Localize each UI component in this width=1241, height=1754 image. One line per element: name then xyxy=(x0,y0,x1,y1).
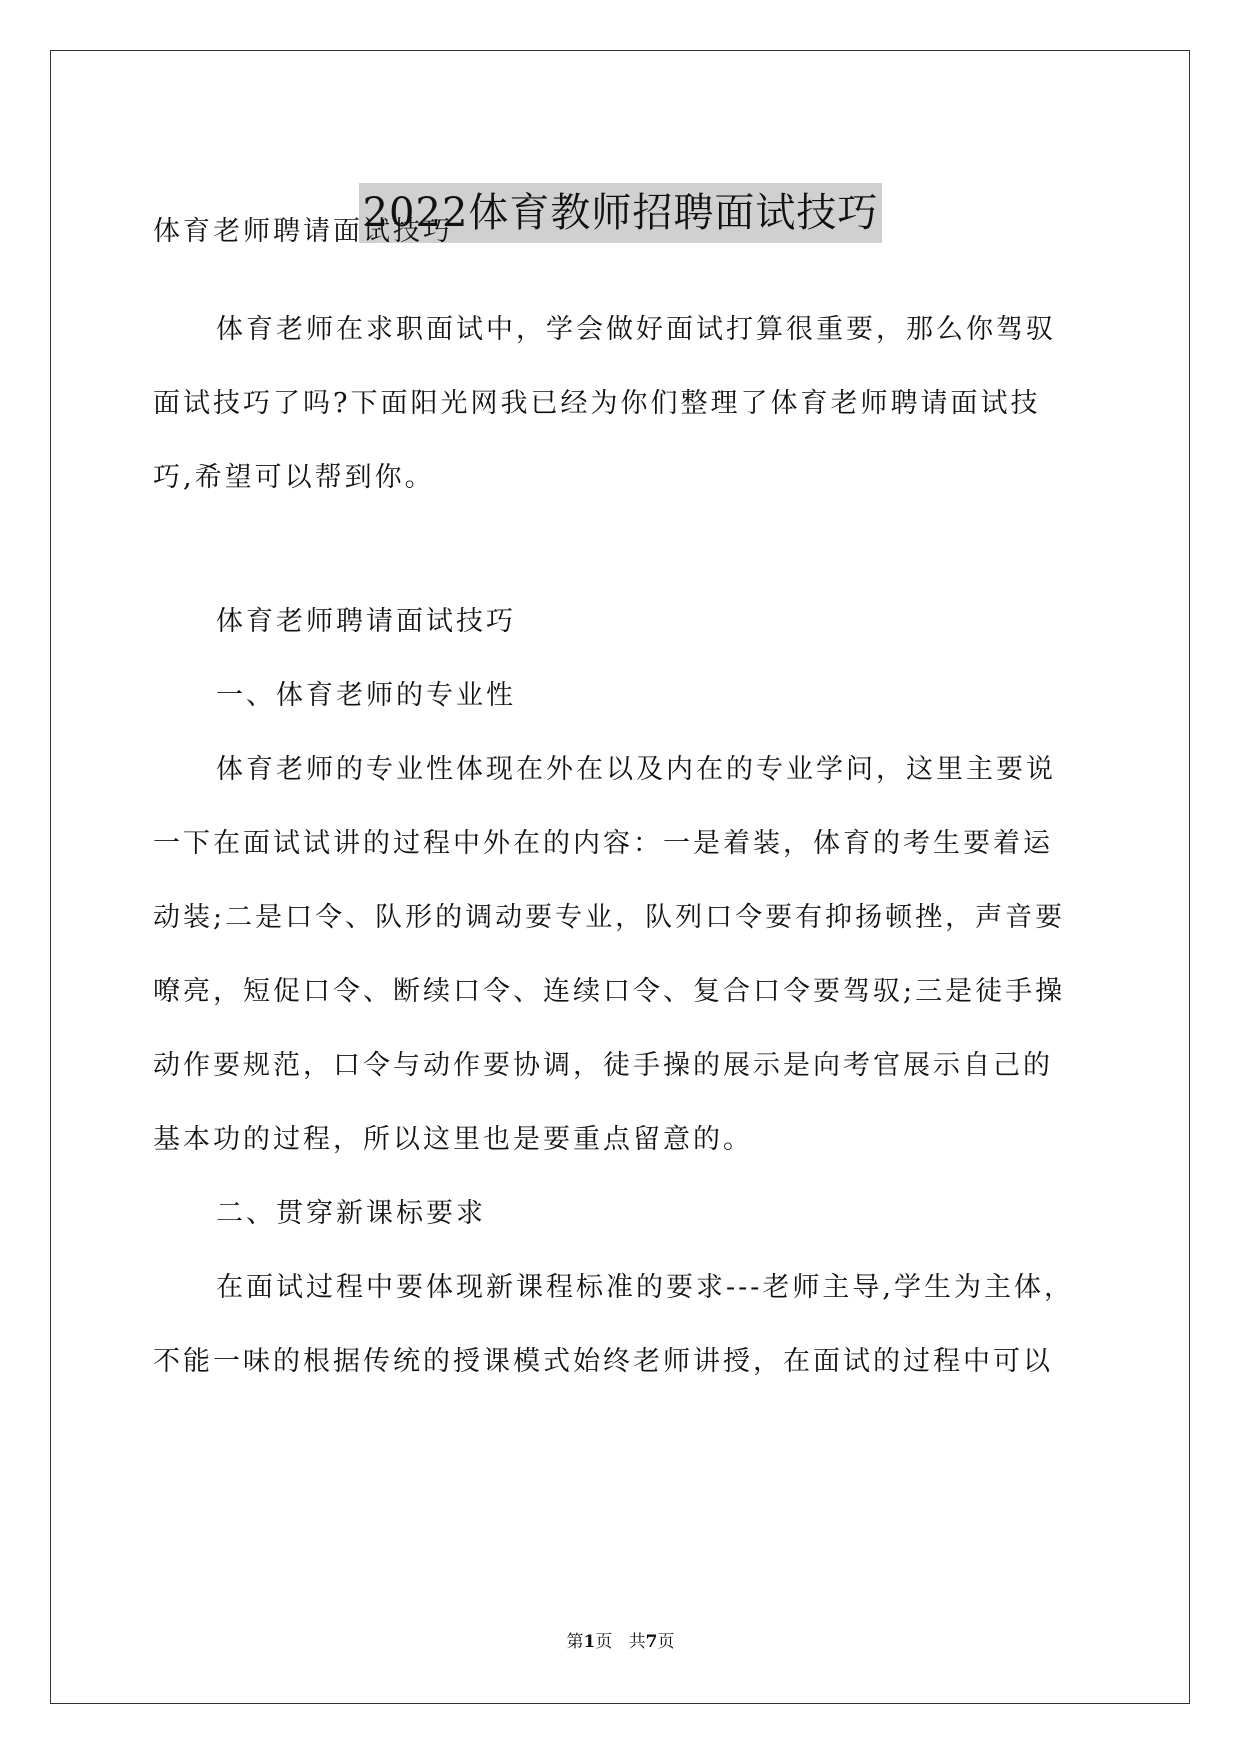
paragraph-line: 体育老师在求职面试中，学会做好面试打算很重要，那么你驾驭 xyxy=(216,314,1056,345)
paragraph-line: 在面试过程中要体现新课程标准的要求---老师主导,学生为主体， xyxy=(216,1272,1074,1303)
section-heading: 二、贯穿新课标要求 xyxy=(216,1198,486,1229)
page-footer xyxy=(0,1630,1241,1654)
section-heading: 体育老师聘请面试技巧 xyxy=(216,606,516,637)
paragraph-line: 动装;二是口令、队形的调动要专业，队列口令要有抑扬顿挫，声音要 xyxy=(153,902,1066,933)
paragraph-line: 动作要规范，口令与动作要协调，徒手操的展示是向考官展示自己的 xyxy=(153,1050,1053,1081)
paragraph-line: 巧,希望可以帮到你。 xyxy=(153,462,435,493)
paragraph-line: 一下在面试试讲的过程中外在的内容：一是着装，体育的考生要着运 xyxy=(153,828,1053,859)
paragraph-line: 基本功的过程，所以这里也是要重点留意的。 xyxy=(153,1124,753,1155)
footer-page-suffix: 页 xyxy=(595,1632,613,1652)
document-title: 2022体育教师招聘面试技巧 xyxy=(359,183,883,243)
subtitle-line: 体育老师聘请面试技巧 xyxy=(153,216,453,247)
footer-page-number: 1 xyxy=(583,1632,596,1652)
paragraph-line: 面试技巧了吗?下面阳光网我已经为你们整理了体育老师聘请面试技 xyxy=(153,388,1041,419)
section-heading: 一、体育老师的专业性 xyxy=(216,680,516,711)
footer-total-pages: 7 xyxy=(645,1632,658,1652)
paragraph-line: 体育老师的专业性体现在外在以及内在的专业学问，这里主要说 xyxy=(216,754,1056,785)
footer-page-prefix: 第 xyxy=(566,1632,584,1652)
paragraph-line: 嘹亮，短促口令、断续口令、连续口令、复合口令要驾驭;三是徒手操 xyxy=(153,976,1066,1007)
footer-total-prefix: 共 xyxy=(628,1632,646,1652)
footer-total-suffix: 页 xyxy=(657,1632,675,1652)
page-border xyxy=(50,50,1190,1704)
paragraph-line: 不能一味的根据传统的授课模式始终老师讲授，在面试的过程中可以 xyxy=(153,1346,1053,1377)
